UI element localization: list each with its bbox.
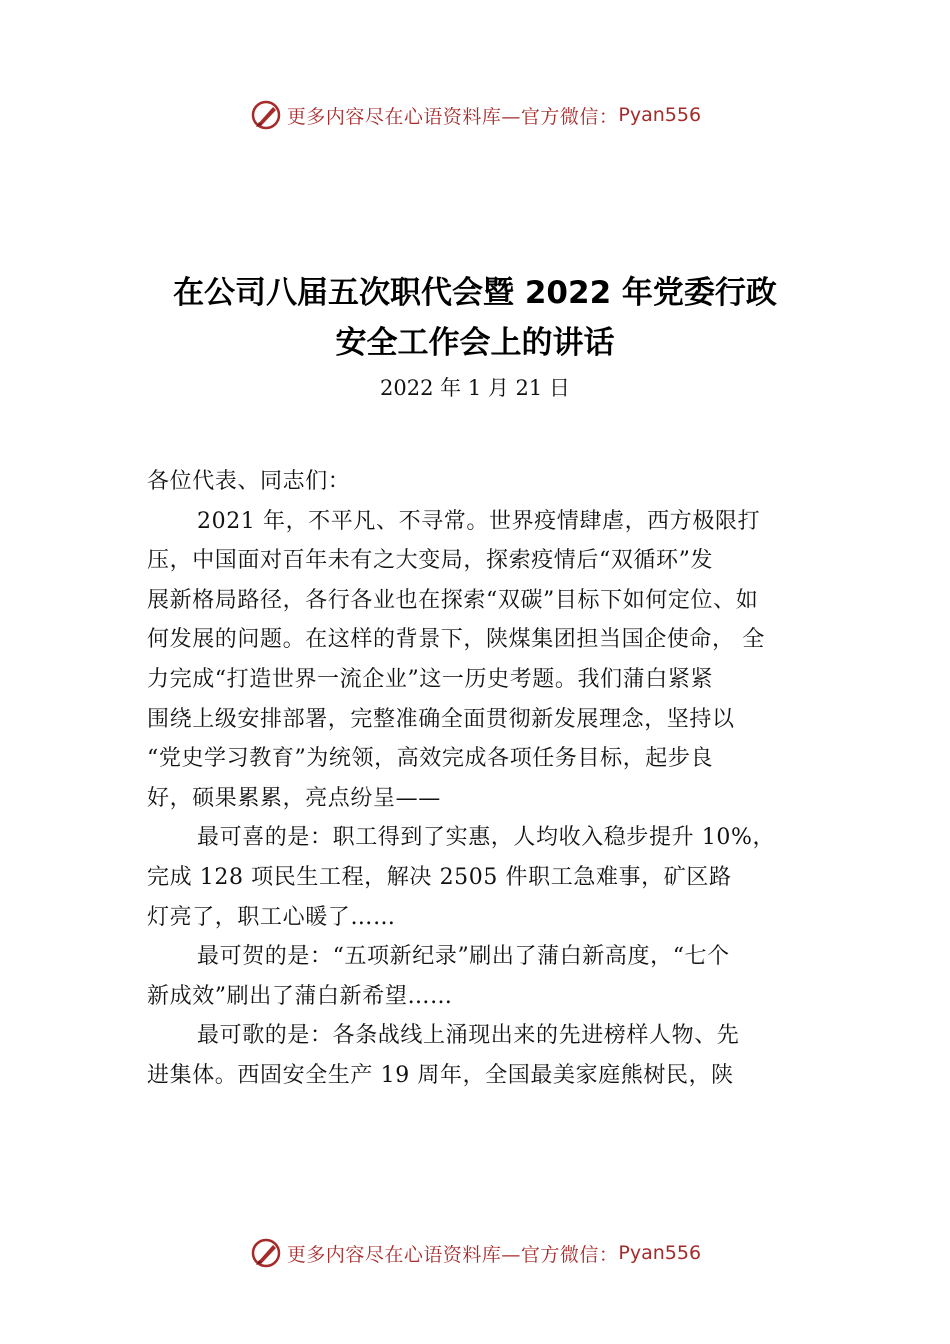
text-line: 新成效”刷出了蒲白新希望…… xyxy=(147,983,453,1009)
text-line: 灯亮了，职工心暖了…… xyxy=(147,904,396,930)
pen-logo-icon xyxy=(249,1236,283,1270)
text-line: 最可喜的是：职工得到了实惠，人均收入稳步提升 10%， xyxy=(197,825,776,851)
banner-text: 更多内容尽在心语资料库—官方微信： xyxy=(286,105,619,128)
text-line: 好，硕果累累，亮点纷呈—— xyxy=(147,785,441,811)
title-line: 在公司八届五次职代会暨 2022 年党委行政 xyxy=(173,275,777,311)
text-line: 围绕上级安排部署，完整准确全面贯彻新发展理念，坚持以 xyxy=(147,706,735,732)
title-line: 安全工作会上的讲话 xyxy=(335,325,615,361)
page-title xyxy=(0,268,950,368)
banner-wechat-id: Pyan556 xyxy=(618,104,702,126)
speech-date: 2022 年 1 月 21 日 xyxy=(380,376,570,400)
banner-text: 更多内容尽在心语资料库—官方微信： xyxy=(286,1243,619,1266)
text-line: 何发展的问题。在这样的背景下，陕煤集团担当国企使命， 全 xyxy=(147,627,765,653)
text-line: 各位代表、同志们： xyxy=(147,469,351,494)
footer-banner xyxy=(0,1233,950,1273)
text-line: 完成 128 项民生工程，解决 2505 件职工急难事，矿区路 xyxy=(147,864,732,890)
text-line: 压，中国面对百年未有之大变局，探索疫情后“双循环”发 xyxy=(147,548,714,574)
text-line: “党史学习教育”为统领，高效完成各项任务目标，起步良 xyxy=(147,746,714,772)
speech-body xyxy=(147,462,817,1096)
text-line: 2021 年，不平凡、不寻常。世界疫情肆虐，西方极限打 xyxy=(197,508,761,534)
text-line: 进集体。西固安全生产 19 周年，全国最美家庭熊树民，陕 xyxy=(147,1062,734,1088)
text-line: 力完成“打造世界一流企业”这一历史考题。我们蒲白紧紧 xyxy=(147,666,714,692)
text-line: 最可歌的是：各条战线上涌现出来的先进榜样人物、先 xyxy=(197,1023,740,1049)
text-line: 最可贺的是：“五项新纪录”刷出了蒲白新高度，“七个 xyxy=(197,944,730,970)
pen-logo-icon xyxy=(249,98,283,132)
header-banner xyxy=(0,95,950,135)
text-line: 展新格局路径，各行各业也在探索“双碳”目标下如何定位、如 xyxy=(147,587,759,613)
banner-wechat-id: Pyan556 xyxy=(618,1242,702,1264)
